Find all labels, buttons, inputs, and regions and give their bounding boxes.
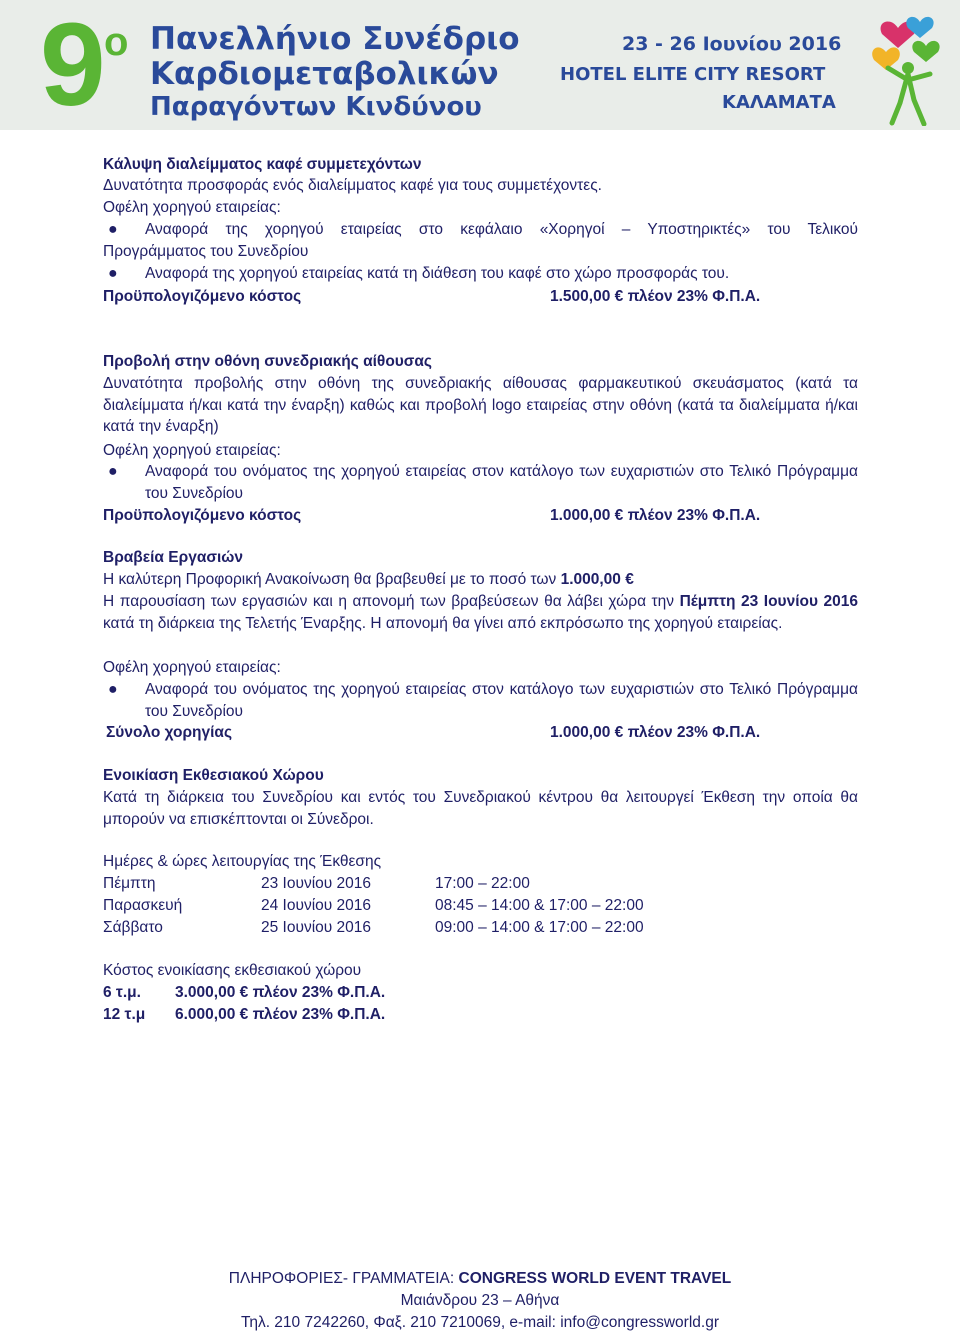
footer-contact: Τηλ. 210 7242260, Φαξ. 210 7210069, e-mail: info@congressworld.gr bbox=[240, 1314, 719, 1331]
conference-title-line-1: Πανελλήνιο Συνέδριο bbox=[150, 21, 520, 57]
screen-cost-value: 1.000,00 € πλέον 23% Φ.Π.Α. bbox=[550, 507, 761, 524]
awards-cost-label: Σύνολο χορηγίας bbox=[106, 724, 233, 741]
coffee-bullet-1-cont: Προγράμματος του Συνεδρίου bbox=[103, 243, 309, 260]
awards-bullet: Αναφορά του ονόματος της χορηγού εταιρείας στον κατάλογο των ευχαριστιών στο Τελικό Πρόγραμμα του Συνεδρίου bbox=[145, 681, 858, 720]
edition-number: 9 bbox=[40, 0, 102, 130]
schedule-date: 23 Ιουνίου 2016 bbox=[261, 875, 372, 892]
coffee-benefit-label: Οφέλη χορηγού εταιρείας: bbox=[103, 199, 281, 216]
awards-cost-value: 1.000,00 € πλέον 23% Φ.Π.Α. bbox=[550, 724, 761, 741]
awards-paragraph-start: Η παρουσίαση των εργασιών και η απονομή των βραβεύσεων θα λάβει χώρα την bbox=[103, 593, 680, 610]
conference-title-line-3: Παραγόντων Κινδύνου bbox=[150, 92, 482, 122]
schedule-hours: 09:00 – 14:00 & 17:00 – 22:00 bbox=[435, 919, 644, 936]
awards-description bbox=[103, 569, 858, 591]
bullet-icon: ● bbox=[108, 221, 118, 238]
screen-section-title: Προβολή στην οθόνη συνεδριακής αίθουσας bbox=[103, 353, 432, 370]
awards-amount: 1.000,00 € bbox=[560, 571, 634, 588]
bullet-icon: ● bbox=[108, 681, 118, 698]
footer-company: CONGRESS WORLD EVENT TRAVEL bbox=[458, 1270, 732, 1287]
footer-info-label: ΠΛΗΡΟΦΟΡΙΕΣ- ΓΡΑΜΜΑΤΕΙΑ: bbox=[228, 1270, 459, 1287]
awards-paragraph-end: κατά τη διάρκεια της Τελετής Έναρξης. Η απονομή θα γίνει από εκπρόσωπο της χορηγού εταιρείας. bbox=[103, 614, 783, 632]
schedule-day: Παρασκευή bbox=[103, 897, 183, 914]
awards-description-text: Η καλύτερη Προφορική Ανακοίνωση θα βραβευθεί με το ποσό των bbox=[103, 571, 561, 588]
footer-address: Μαιάνδρου 23 – Αθήνα bbox=[400, 1292, 560, 1309]
rent-price: 3.000,00 € πλέον 23% Φ.Π.Α. bbox=[175, 984, 386, 1001]
awards-paragraph bbox=[103, 591, 858, 634]
heart-figure-logo-icon bbox=[868, 8, 948, 126]
schedule-date: 25 Ιουνίου 2016 bbox=[261, 919, 372, 936]
conference-title-line-2: Καρδιομεταβολικών bbox=[150, 56, 499, 92]
awards-benefit-label: Οφέλη χορηγού εταιρείας: bbox=[103, 659, 281, 676]
conference-banner bbox=[0, 0, 960, 130]
awards-date: Πέμπτη 23 Ιουνίου 2016 bbox=[679, 593, 858, 610]
schedule-hours: 08:45 – 14:00 & 17:00 – 22:00 bbox=[435, 897, 644, 914]
bullet-icon: ● bbox=[108, 463, 118, 480]
bullet-icon: ● bbox=[108, 265, 118, 282]
exhibition-section-title: Ενοικίαση Εκθεσιακού Χώρου bbox=[103, 767, 324, 784]
screen-benefit-label: Οφέλη χορηγού εταιρείας: bbox=[103, 442, 281, 459]
screen-description: Δυνατότητα προβολής στην οθόνη της συνεδριακής αίθουσας φαρμακευτικού σκευάσματος (κατά τα διαλείμματα ή/και κατά την έναρξη) καθώς και προβολή logo εταιρείας στην οθόνη (κατά τα διαλείμματα ή/και κατά την έναρξη) bbox=[103, 375, 858, 435]
screen-cost-label: Προϋπολογιζόμενο κόστος bbox=[103, 507, 302, 524]
coffee-description: Δυνατότητα προσφοράς ενός διαλείμματος καφέ για τους συμμετέχοντες. bbox=[103, 177, 602, 194]
footer-info bbox=[0, 1270, 960, 1288]
coffee-section-title: Κάλυψη διαλείμματος καφέ συμμετεχόντων bbox=[103, 156, 422, 173]
schedule-date: 24 Ιουνίου 2016 bbox=[261, 897, 372, 914]
awards-section-title: Βραβεία Εργασιών bbox=[103, 549, 243, 566]
conference-city: ΚΑΛΑΜΑΤΑ bbox=[722, 92, 836, 113]
rent-size: 6 τ.μ. bbox=[103, 984, 141, 1001]
screen-bullet: Αναφορά του ονόματος της χορηγού εταιρείας στον κατάλογο των ευχαριστιών στο Τελικό Πρόγραμμα του Συνεδρίου bbox=[145, 463, 858, 502]
schedule-day: Πέμπτη bbox=[103, 875, 156, 892]
conference-dates: 23 - 26 Ιουνίου 2016 bbox=[622, 33, 842, 55]
schedule-day: Σάββατο bbox=[103, 919, 163, 936]
edition-superscript: ο bbox=[104, 20, 129, 64]
conference-venue: HOTEL ELITE CITY RESORT bbox=[560, 64, 826, 85]
exhibition-description: Κατά τη διάρκεια του Συνεδρίου και εντός του Συνεδριακού κέντρου θα λειτουργεί Έκθεση την οποία θα μπορούν να επισκέπτονται οι Σύνεδροι. bbox=[103, 789, 858, 828]
coffee-bullet-1-line: Αναφορά της χορηγού εταιρείας στο κεφάλαιο «Χορηγοί – Υποστηρικτές» του Τελικού bbox=[145, 221, 858, 238]
exhibition-rent-title: Κόστος ενοικίασης εκθεσιακού χώρου bbox=[103, 962, 362, 979]
coffee-bullet-2: Αναφορά της χορηγού εταιρείας κατά τη διάθεση του καφέ στο χώρο προσφοράς του. bbox=[145, 265, 730, 282]
coffee-cost-value: 1.500,00 € πλέον 23% Φ.Π.Α. bbox=[550, 288, 761, 305]
rent-size: 12 τ.μ bbox=[103, 1006, 146, 1023]
exhibition-hours-title: Ημέρες & ώρες λειτουργίας της Έκθεσης bbox=[103, 853, 382, 870]
coffee-cost-label: Προϋπολογιζόμενο κόστος bbox=[103, 288, 302, 305]
rent-price: 6.000,00 € πλέον 23% Φ.Π.Α. bbox=[175, 1006, 386, 1023]
schedule-hours: 17:00 – 22:00 bbox=[435, 875, 530, 892]
